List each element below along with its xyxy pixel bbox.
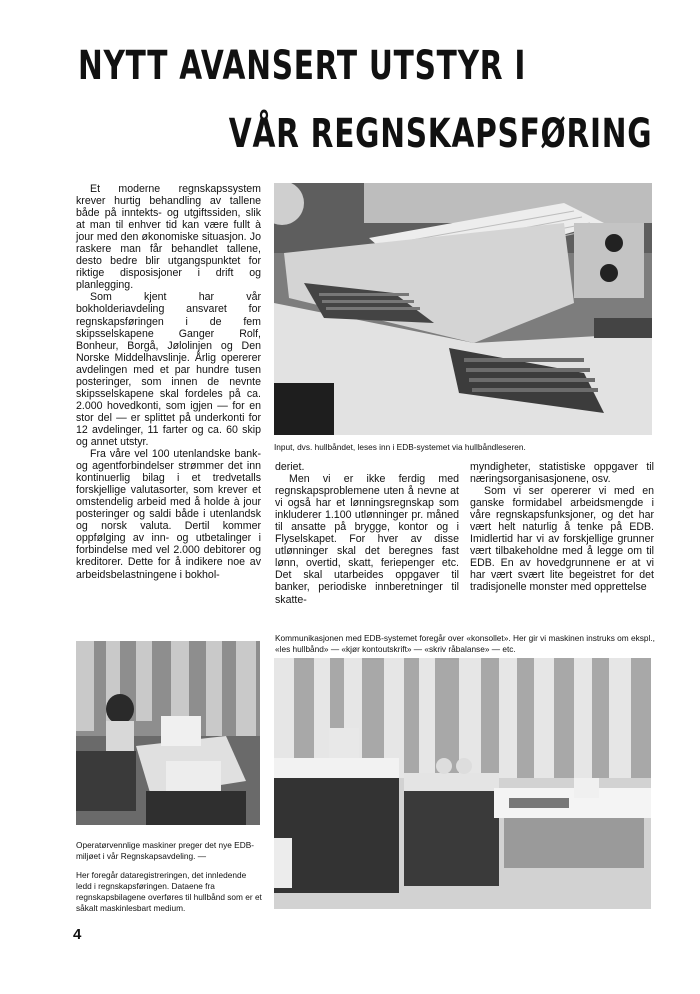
- photo-edb-room: [274, 658, 651, 909]
- paragraph: Et moderne regnskapssystem krever hurtig behandling av tallene både på inntekts- og utgiftssiden, slik at man til enhver tid kan være fullt à jour med den økonomiske situasjon. Jo raskere man får behandlet tallene, desto bedre blir utgangspunktet for riktige disposisjoner i drift og planlegging.: [76, 183, 261, 292]
- paragraph: Som vi ser opererer vi med en ganske formidabel arbeidsmengde i våre regnskapsfunksjoner, og det har vært helt naturlig å tenke på EDB. Imidlertid har vi av forskjellige grunner vært tilbakeholdne med å legge om til EDB. En av hovedgrunnene er at vi har vært svært lite begeistret for det tradisjonelle monster med opprettelse: [470, 485, 654, 594]
- paragraph: deriet.: [275, 461, 305, 473]
- photo-edb-room-image: [274, 658, 651, 909]
- caption-console-photo: Kommunikasjonen med EDB-systemet foregår over «konsollet». Her gir vi maskinen instruks om ekspl., «les hullbånd» — «kjør kontoutskrift» — «skriv råbalanse» — etc.: [275, 633, 655, 654]
- photo-operator: [76, 641, 260, 825]
- paragraph: Men vi er ikke ferdig med regnskapsproblemene uten å nevne at vi også har et lønningsregnskap som inkluderer 1.100 utlønninger pr. måned til ansatte på brygge, kontor og i Flyselskapet. For hver av disse utlønninger skal det beregnes fast lønn, overtid, skatt, feriepenger etc. Det skal utarbeides oppgaver til banker, periodiske innberetninger til skatte-: [275, 473, 459, 606]
- caption-operator-1: Operatørvennlige maskiner preger det nye EDB-miljøet i vår Regnskapsavdeling. —: [76, 840, 255, 861]
- caption-operator-2: Her foregår dataregistreringen, det innledende ledd i regnskapsføringen. Dataene fra regnskapsbilagene overføres til hullbånd som er et såkalt maskinlesbart medium.: [76, 870, 262, 913]
- paragraph: Som kjent har vår bokholderiavdeling ansvaret for regnskapsføringen i de fem skipsselskapene Ganger Rolf, Bonheur, Borgå, Jølolinjen og Den Norske Middelhavslinje. Årlig opererer avdelingen med et par hundre tusen posteringer, som innen de nevnte skipsselskapene skal fordeles på ca. 2.000 hovedkonti, som igjen — for en stor del — er splittet på underkonti for 12 avdelinger, 11 farter og ca. 60 skip og annet utstyr.: [76, 291, 261, 448]
- photo-operator-image: [76, 641, 260, 825]
- page-number: 4: [73, 926, 82, 943]
- article-title-line2: VÅR REGNSKAPSFØRING: [228, 111, 652, 157]
- article-column-1: [76, 183, 261, 581]
- caption-top-photo: Input, dvs. hullbåndet, leses inn i EDB-systemet via hullbåndleseren.: [274, 442, 526, 452]
- photo-terminal-image: [274, 183, 652, 435]
- paragraph: myndigheter, statistiske oppgaver til næringsorganisasjonene, osv.: [470, 461, 654, 486]
- article-column-3: [470, 461, 654, 594]
- article-column-2: [275, 461, 459, 606]
- photo-terminal: [274, 183, 652, 435]
- paragraph: Fra våre vel 100 utenlandske bank- og agentforbindelser strømmer det inn kontinuerlig bilag i et tredvetalls forskjellige valutasorter, som krever et omstendelig arbeid med å holde à jour posteringer og saldi både i utenlandsk og norsk valuta. Dertil kommer oppfølging av inn- og utbetalinger i forbindelse med vel 2.000 debitorer og kreditorer. Dette for å indikere noe av arbeidsbelastningene i bokhol-: [76, 448, 261, 581]
- article-title-line1: NYTT AVANSERT UTSTYR I: [78, 43, 527, 89]
